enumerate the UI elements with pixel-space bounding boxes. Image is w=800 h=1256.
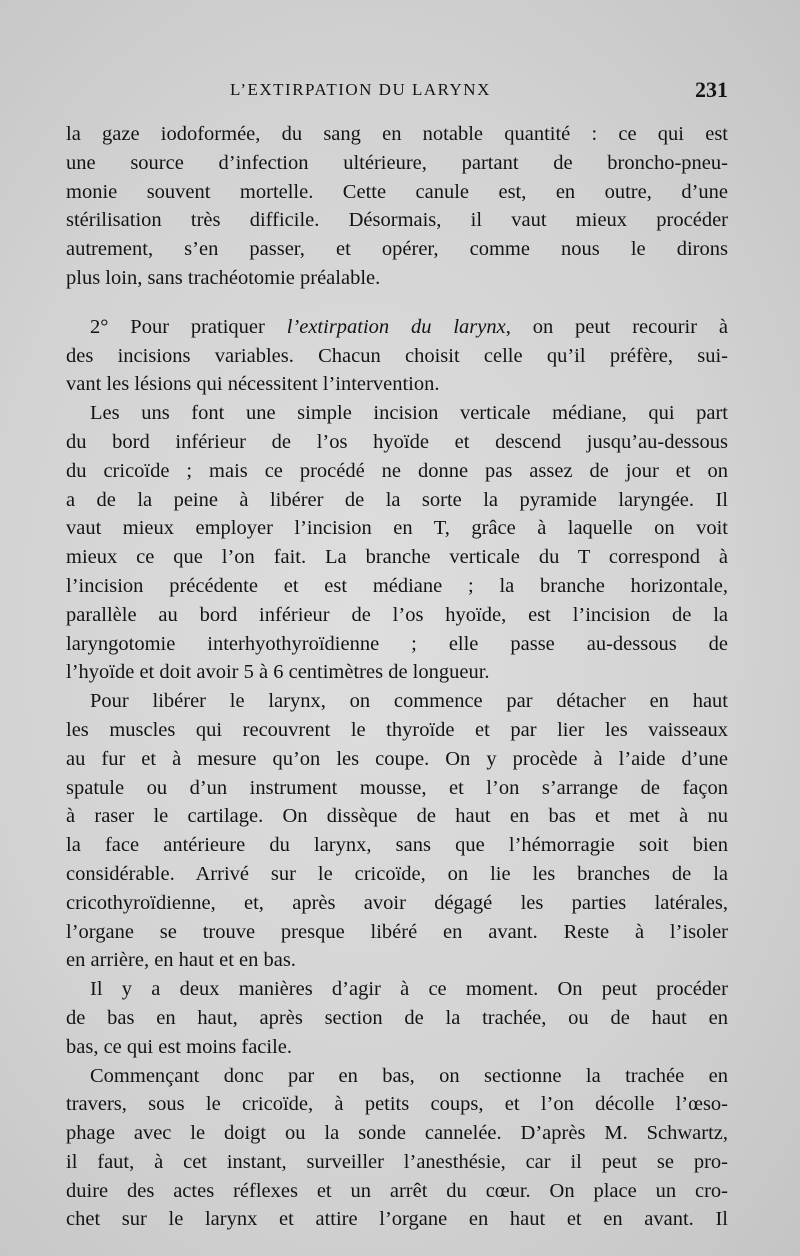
text-line: monie souvent mortelle. Cette canule est, en outre, d’une — [66, 180, 728, 203]
text-line: de bas en haut, après section de la trachée, ou de haut en — [66, 1006, 728, 1029]
text-line: parallèle au bord inférieur de l’os hyoïde, est l’incision de la — [66, 603, 728, 626]
text-line: laryngotomie interhyothyroïdienne ; elle passe au-dessous de — [66, 632, 728, 655]
text-line: spatule ou d’un instrument mousse, et l’on s’arrange de façon — [66, 776, 728, 799]
text-line: les muscles qui recouvrent le thyroïde et par lier les vaisseaux — [66, 718, 728, 741]
text-line: bas, ce qui est moins facile. — [66, 1035, 293, 1058]
text-line: travers, sous le cricoïde, à petits coups, et l’on décolle l’œso- — [66, 1093, 728, 1116]
text-line: une source d’infection ultérieure, partant de broncho-pneu- — [66, 151, 728, 174]
text-line: vant les lésions qui nécessitent l’intervention. — [66, 373, 440, 396]
text-line: l’organe se trouve presque libéré en avant. Reste à l’isoler — [66, 920, 728, 943]
text-line: l’hyoïde et doit avoir 5 à 6 centimètres de longueur. — [66, 661, 490, 684]
text-segment: , on peut recourir à — [505, 315, 729, 338]
text-line: au fur et à mesure qu’on les coupe. On y procède à l’aide d’une — [66, 747, 728, 770]
text-line: la gaze iodoformée, du sang en notable quantité : ce qui est — [66, 123, 728, 145]
body-text — [66, 120, 728, 1234]
text-line: Pour libérer le larynx, on commence par détacher en haut — [90, 690, 728, 713]
text-line: Commençant donc par en bas, on sectionne la trachée en — [90, 1064, 728, 1087]
text-line: considérable. Arrivé sur le cricoïde, on lie les branches de la — [66, 862, 728, 885]
text-line: duire des actes réflexes et un arrêt du cœur. On place un cro- — [66, 1179, 728, 1202]
text-line: a de la peine à libérer de la sorte la pyramide laryngée. Il — [66, 488, 728, 511]
paragraph-gap — [66, 293, 728, 313]
text-line: plus loin, sans trachéotomie préalable. — [66, 266, 381, 289]
running-title: L’EXTIRPATION DU LARYNX — [230, 80, 491, 99]
text-line: des incisions variables. Chacun choisit celle qu’il préfère, sui- — [66, 344, 728, 367]
text-line: vaut mieux employer l’incision en T, grâce à laquelle on voit — [66, 517, 728, 540]
text-line: il faut, à cet instant, surveiller l’anesthésie, car il peut se pro- — [66, 1150, 728, 1173]
text-line: l’incision précédente et est médiane ; la branche horizontale, — [66, 574, 728, 597]
text-line: du bord inférieur de l’os hyoïde et descend jusqu’au-dessous — [66, 430, 728, 453]
text-line: en arrière, en haut et en bas. — [66, 949, 296, 972]
running-header — [66, 77, 728, 106]
text-line: chet sur le larynx et attire l’organe en haut et en avant. Il — [66, 1208, 728, 1231]
text-line: autrement, s’en passer, et opérer, comme nous le dirons — [66, 238, 728, 261]
text-line: stérilisation très difficile. Désormais, il vaut mieux procéder — [66, 209, 728, 232]
italic-term: l’extirpation du larynx — [286, 315, 506, 338]
text-line: cricothyroïdienne, et, après avoir dégagé les parties latérales, — [66, 891, 728, 914]
text-line: la face antérieure du larynx, sans que l’hémorragie soit bien — [66, 834, 728, 857]
text-segment: 2° Pour pratiquer — [90, 315, 287, 338]
text-line: du cricoïde ; mais ce procédé ne donne pas assez de jour et on — [66, 459, 728, 482]
text-line — [66, 313, 728, 342]
text-line: phage avec le doigt ou la sonde cannelée. D’après M. Schwartz, — [66, 1122, 728, 1145]
text-line: Il y a deux manières d’agir à ce moment. On peut procéder — [90, 978, 728, 1001]
page-number: 231 — [695, 77, 728, 102]
text-line: Les uns font une simple incision verticale médiane, qui part — [90, 402, 728, 425]
text-line: mieux ce que l’on fait. La branche verticale du T correspond à — [66, 546, 728, 569]
text-line: à raser le cartilage. On dissèque de haut en bas et met à nu — [66, 805, 728, 828]
